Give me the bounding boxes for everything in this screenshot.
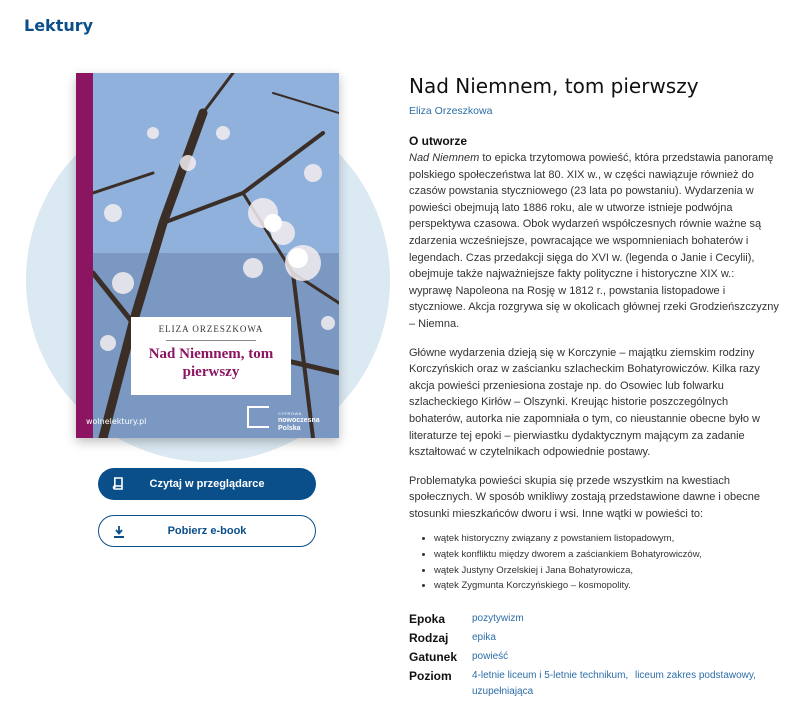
book-title: Nad Niemnem, tom pierwszy bbox=[409, 74, 699, 98]
about-paragraph-1 bbox=[409, 150, 779, 333]
meta-row-gatunek bbox=[409, 649, 779, 665]
partner-logo-text: nowoczesna Polska bbox=[278, 417, 320, 432]
epoka-link[interactable]: pozytywizm bbox=[472, 612, 524, 624]
about-paragraph-3: Problematyka powieści skupia się przede wszystkim na kwestiach społecznych. W sposób wnikliwy zostają przedstawione dawne i obecne stosunki mieszkańców dworu i wsi. Inne wątki w powieści to: bbox=[409, 474, 760, 520]
site-logo[interactable]: Lektury bbox=[24, 16, 94, 35]
meta-row-poziom bbox=[409, 668, 779, 700]
download-icon bbox=[113, 525, 125, 539]
gatunek-link[interactable]: powieść bbox=[472, 650, 509, 662]
meta-label: Epoka bbox=[409, 611, 446, 626]
book-info bbox=[409, 72, 779, 703]
read-button-label: Czytaj w przeglądarce bbox=[149, 478, 265, 490]
list-item: • wątek konfliktu między dworem a zaściankiem Bohatyrowiczów, bbox=[434, 547, 779, 563]
read-in-browser-button[interactable] bbox=[98, 468, 316, 500]
download-ebook-button[interactable] bbox=[98, 515, 316, 547]
rodzaj-link[interactable]: epika bbox=[472, 631, 496, 643]
partner-logo-small-text: CYFROWA bbox=[278, 411, 302, 416]
book-author-link[interactable]: Eliza Orzeszkowa bbox=[409, 105, 493, 117]
poziom-link[interactable]: 4-letnie liceum i 5-letnie technikum, bbox=[472, 669, 629, 681]
book-cover bbox=[76, 73, 339, 438]
meta-row-epoka bbox=[409, 611, 779, 627]
about-paragraph-2: Główne wydarzenia dzieją się w Korczynie – majątku ziemskim rodziny Korczyńskich oraz w zaścianku szlacheckim Bohatyrowiczów. Kilka razy akcja powieści przeniesiona zostaje np. do Osowiec lub folwarku szlacheckiego Kirłów – Olszynki. Kreując historie poszczególnych bohaterów, autorka nie zapomniała o tym, co nieustannie obecne było w literaturze tej epoki – pierwiastku dydaktycznym mającym za zadanie kształtować w czytelnikach odpowiednie postawy. bbox=[409, 346, 760, 459]
list-item: • wątek Zygmunta Korczyńskiego – kosmopolity. bbox=[434, 578, 779, 594]
themes-list bbox=[434, 531, 779, 593]
cover-title: Nad Niemnem, tom pierwszy bbox=[148, 346, 274, 380]
about-paragraph-1-text: to epicka trzytomowa powieść, która przedstawia panoramę polskiego społeczeństwa lat 80. XIX w., w części nawiązuje również do czasów powstania styczniowego (23 lata po powstaniu). Wydarzenia w powieści obejmują lato 1886 roku, ale w utworze istnieje podwójna perspektywa czasowa. Obok wydarzeń współczesnych równie ważne są zdarzenia wcześniejsze, powracające we wspomnieniach bohaterów i legendach. Czas przedakcji sięga do XVI w. (legenda o Janie i Cecylii), obejmuje także najważniejsze fakty polityczne i historyczne XIX w.: wyprawę Napoleona na Rosję w 1812 r., powstania listopadowe i styczniowe. Akcja rozgrywa się w okolicach głównej rzeki Grodzieńszczyzny – Niemna. bbox=[409, 152, 779, 330]
cover-title-label bbox=[131, 317, 291, 395]
poziom-link[interactable]: liceum zakres podstawowy, uzupełniająca bbox=[472, 669, 756, 697]
meta-label: Gatunek bbox=[409, 649, 458, 664]
list-item: • wątek Justyny Orzelskiej i Jana Bohatyrowicza, bbox=[434, 563, 779, 579]
cover-stripe bbox=[76, 73, 93, 438]
partner-logo-icon bbox=[247, 406, 269, 428]
cover-author: ELIZA ORZESZKOWA bbox=[158, 324, 264, 334]
list-item: • wątek historyczny związany z powstaniem listopadowym, bbox=[434, 531, 779, 547]
publisher-logo: wolnelektury.pl bbox=[86, 417, 147, 426]
book-metadata bbox=[409, 611, 779, 700]
meta-label: Poziom bbox=[409, 668, 452, 683]
download-button-label: Pobierz e-book bbox=[167, 525, 247, 537]
about-heading: O utworze bbox=[409, 134, 468, 148]
book-title-emphasis: Nad Niemnem bbox=[409, 152, 480, 164]
meta-label: Rodzaj bbox=[409, 630, 449, 645]
cover-divider bbox=[166, 340, 256, 341]
book-icon bbox=[112, 477, 124, 491]
meta-row-rodzaj bbox=[409, 630, 779, 646]
